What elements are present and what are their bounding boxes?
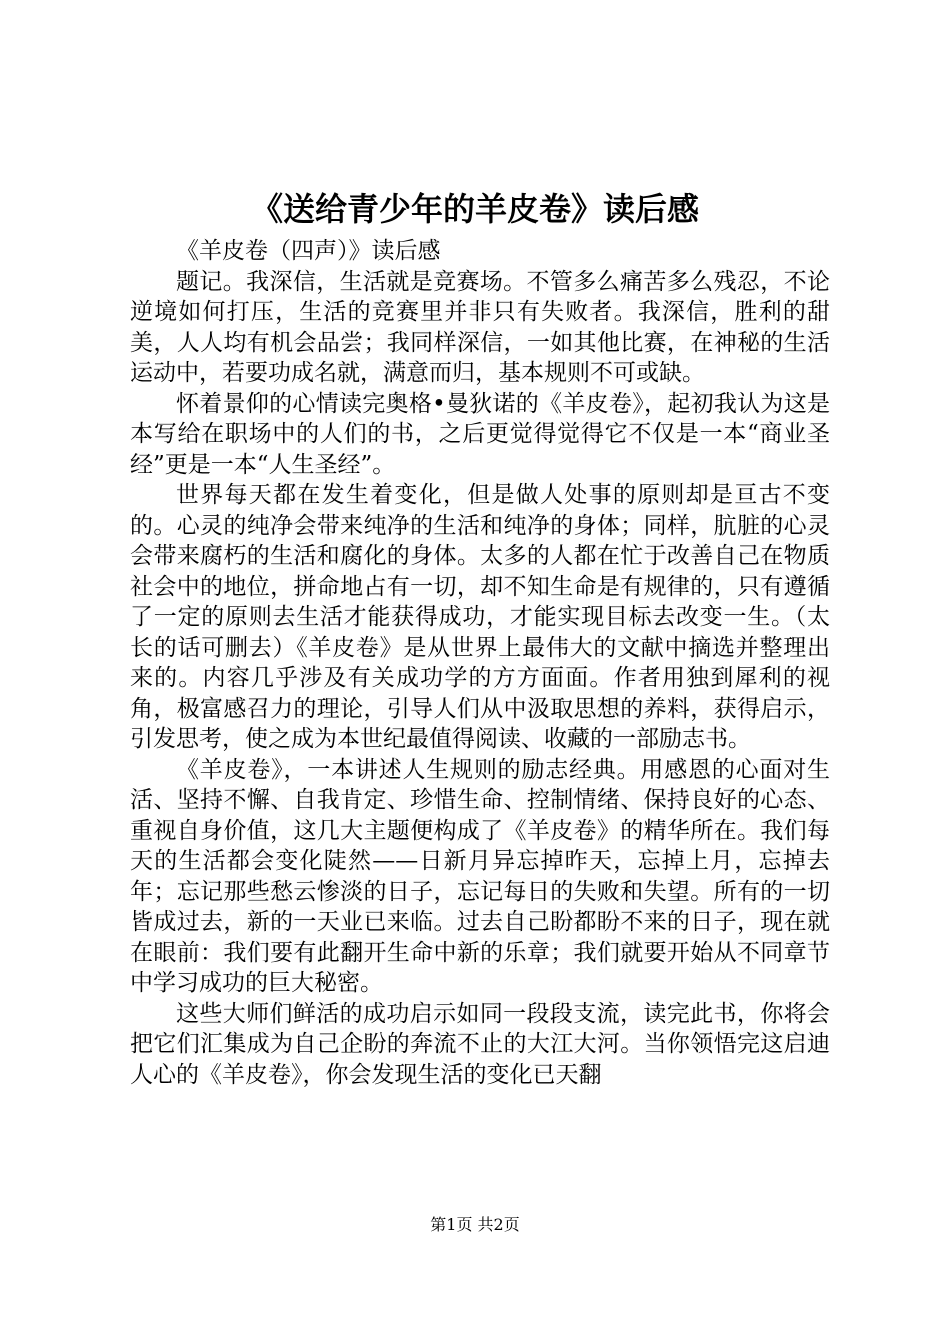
paragraph: 这些大师们鲜活的成功启示如同一段段支流，读完此书，你将会把它们汇集成为自己企盼的奔流不止的大江大河。当你领悟完这启迪人心的《羊皮卷》，你会发现生活的变化已天翻 [130, 1000, 830, 1088]
page-number-footer: 第1页 共2页 [430, 1215, 520, 1234]
paragraph: 怀着景仰的心情读完奥格•曼狄诺的《羊皮卷》，起初我认为这是本写给在职场中的人们的书，之后更觉得觉得它不仅是一本“商业圣经”更是一本“人生圣经”。 [130, 390, 830, 478]
paragraph: 世界每天都在发生着变化，但是做人处事的原则却是亘古不变的。心灵的纯净会带来纯净的生活和纯净的身体；同样，肮脏的心灵会带来腐朽的生活和腐化的身体。太多的人都在忙于改善自己在物质社会中的地位，拼命地占有一切，却不知生命是有规律的，只有遵循了一定的原则去生活才能获得成功，才能实现目标去改变一生。（太长的话可删去）《羊皮卷》是从世界上最伟大的文献中摘选并整理出来的。内容几乎涉及有关成功学的方方面面。作者用独到犀利的视角，极富感召力的理论，引导人们从中汲取思想的养料，获得启示，引发思考，使之成为本世纪最值得阅读、收藏的一部励志书。 [130, 482, 830, 752]
document-body [130, 236, 830, 1090]
document-title: 《送给青少年的羊皮卷》读后感 [250, 190, 699, 228]
paragraph-subtitle: 《羊皮卷（四声）》读后感 [176, 238, 441, 264]
paragraph-epigraph: 题记。我深信，生活就是竞赛场。不管多么痛苦多么残忍，不论逆境如何打压，生活的竞赛里并非只有失败者。我深信，胜利的甜美，人人均有机会品尝；我同样深信，一如其他比赛，在神秘的生活运动中，若要功成名就，满意而归，基本规则不可或缺。 [130, 268, 830, 386]
paragraph: 《羊皮卷》，一本讲述人生规则的励志经典。用感恩的心面对生活、坚持不懈、自我肯定、珍惜生命、控制情绪、保持良好的心态、重视自身价值，这几大主题便构成了《羊皮卷》的精华所在。我们每天的生活都会变化陡然——日新月异忘掉昨天，忘掉上月，忘掉去年；忘记那些愁云惨淡的日子，忘记每日的失败和失望。所有的一切皆成过去，新的一天业已来临。过去自己盼都盼不来的日子，现在就在眼前：我们要有此翻开生命中新的乐章；我们就要开始从不同章节中学习成功的巨大秘密。 [130, 756, 830, 996]
